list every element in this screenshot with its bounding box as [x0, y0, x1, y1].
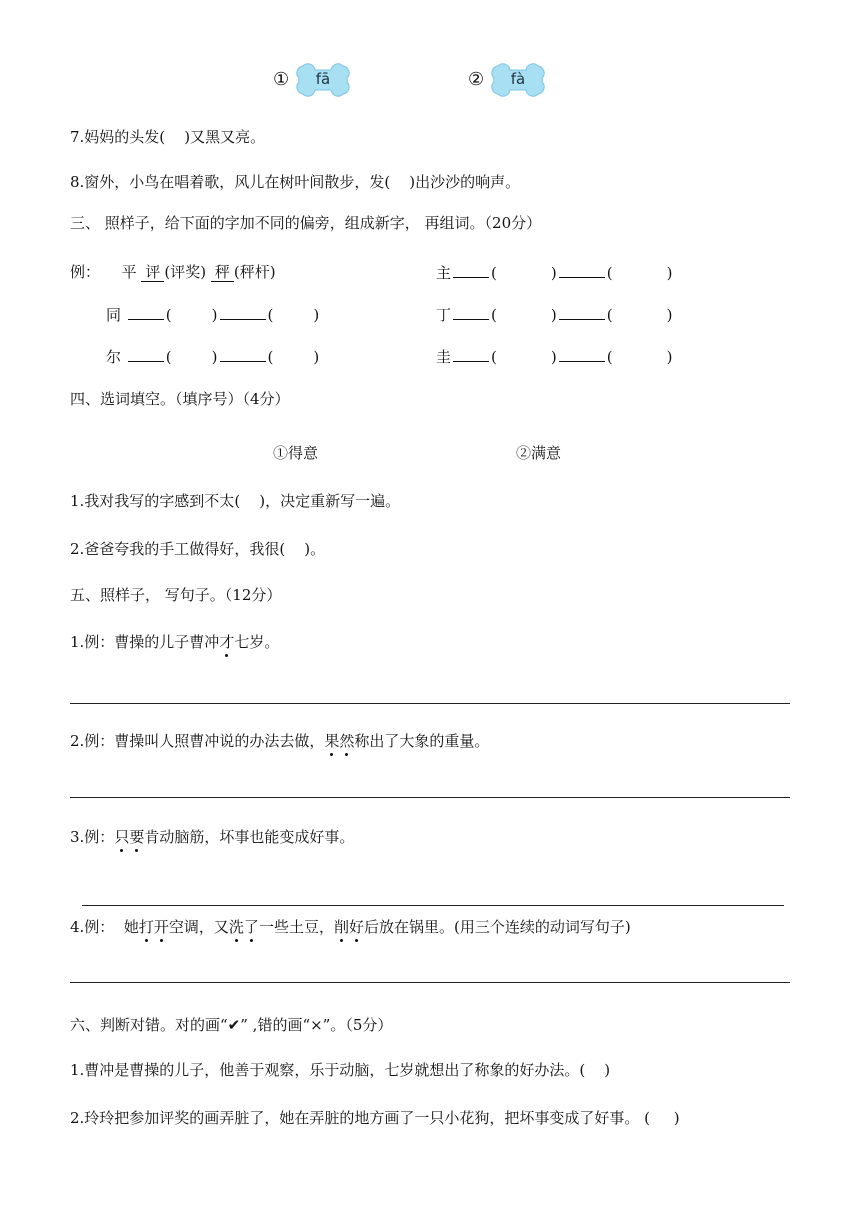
- char-row-ding: 丁 ( ) ( ): [436, 306, 673, 324]
- char-row-gui: 圭 ( ) ( ): [436, 348, 673, 366]
- word-option-2: ②满意: [516, 444, 562, 462]
- answer-blank[interactable]: [559, 304, 605, 320]
- answer-blank[interactable]: [220, 346, 266, 362]
- base-char: 圭: [436, 348, 452, 366]
- dotted-char: 然: [339, 732, 355, 750]
- dotted-char: 果: [324, 732, 340, 750]
- answer-blank[interactable]: [453, 346, 489, 362]
- answer-blank[interactable]: [453, 304, 489, 320]
- base-char: 主: [436, 264, 452, 282]
- example-word-1: (评奖): [164, 263, 207, 281]
- fill-question-2: 2.爸爸夸我的手工做得好，我很( )。: [70, 540, 326, 558]
- question-7: 7.妈妈的头发( )又黑又亮。: [70, 128, 266, 146]
- section-6-title: 六、判断对错。对的画“✔” ,错的画“×”。（5分）: [70, 1016, 393, 1034]
- sentence-example-3: 3.例：只要肯动脑筋，坏事也能变成好事。: [70, 828, 355, 846]
- section-3-title: 三、 照样子，给下面的字加不同的偏旁，组成新字， 再组词。（20分）: [70, 214, 542, 232]
- dotted-char: 要: [129, 828, 145, 846]
- base-char: 同: [106, 306, 122, 324]
- answer-line-2[interactable]: [70, 797, 790, 798]
- sentence-example-2: 2.例：曹操叫人照曹冲说的办法去做，果然称出了大象的重量。: [70, 732, 490, 750]
- dotted-char: 打: [138, 918, 154, 936]
- example-row: [70, 262, 276, 282]
- pinyin-label: fà: [510, 70, 526, 88]
- answer-line-4[interactable]: [70, 982, 790, 983]
- char-row-tong: 同 ( ) ( ): [106, 306, 320, 324]
- judge-question-1: 1.曹冲是曹操的儿子，他善于观察，乐于动脑，七岁就想出了称象的好办法。( ): [70, 1061, 611, 1079]
- base-char: 丁: [436, 306, 452, 324]
- answer-blank[interactable]: [128, 346, 164, 362]
- example-prefix: 例：: [70, 263, 101, 281]
- question-8: 8.窗外，小鸟在唱着歌，风儿在树叶间散步，发( )出沙沙的响声。: [70, 173, 521, 191]
- dotted-char: 了: [243, 918, 259, 936]
- example-new-char-2: 秤: [211, 264, 234, 282]
- sentence-example-1: 1.例：曹操的儿子曹冲才七岁。: [70, 633, 280, 651]
- dotted-char: 开: [153, 918, 169, 936]
- judge-question-2: 2.玲玲把参加评奖的画弄脏了，她在弄脏的地方画了一只小花狗，把坏事变成了好事。 ( ): [70, 1109, 680, 1127]
- char-row-er: 尔 ( ) ( ): [106, 348, 320, 366]
- dotted-char: 削: [333, 918, 349, 936]
- pinyin-label: fā: [315, 70, 331, 88]
- pinyin-option-2: [468, 62, 548, 98]
- base-char: 尔: [106, 348, 122, 366]
- dotted-char: 好: [348, 918, 364, 936]
- answer-blank[interactable]: [220, 304, 266, 320]
- section-4-title: 四、选词填空。（填序号）（4分）: [70, 390, 290, 408]
- example-word-2: (秤杆): [233, 263, 276, 281]
- answer-blank[interactable]: [559, 346, 605, 362]
- dotted-char: 才: [219, 633, 235, 651]
- pinyin-option-1: [273, 62, 353, 98]
- dotted-char: 只: [114, 828, 130, 846]
- char-row-zhu: 主 ( ) ( ): [436, 264, 673, 282]
- answer-line-1[interactable]: [70, 703, 790, 704]
- option-number: ②: [468, 69, 485, 90]
- option-number: ①: [273, 69, 290, 90]
- fill-question-1: 1.我对我写的字感到不太( )，决定重新写一遍。: [70, 492, 401, 510]
- section-5-title: 五、照样子， 写句子。（12分）: [70, 586, 282, 604]
- answer-blank[interactable]: [128, 304, 164, 320]
- answer-line-3[interactable]: [82, 905, 784, 906]
- example-base-char: 平: [121, 263, 137, 281]
- answer-blank[interactable]: [559, 262, 605, 278]
- word-option-1: ①得意: [273, 444, 319, 462]
- example-new-char-1: 评: [141, 264, 164, 282]
- sentence-example-4: 4.例： 她打开空调，又洗了一些土豆，削好后放在锅里。(用三个连续的动词写句子): [70, 918, 631, 936]
- dotted-char: 洗: [228, 918, 244, 936]
- answer-blank[interactable]: [453, 262, 489, 278]
